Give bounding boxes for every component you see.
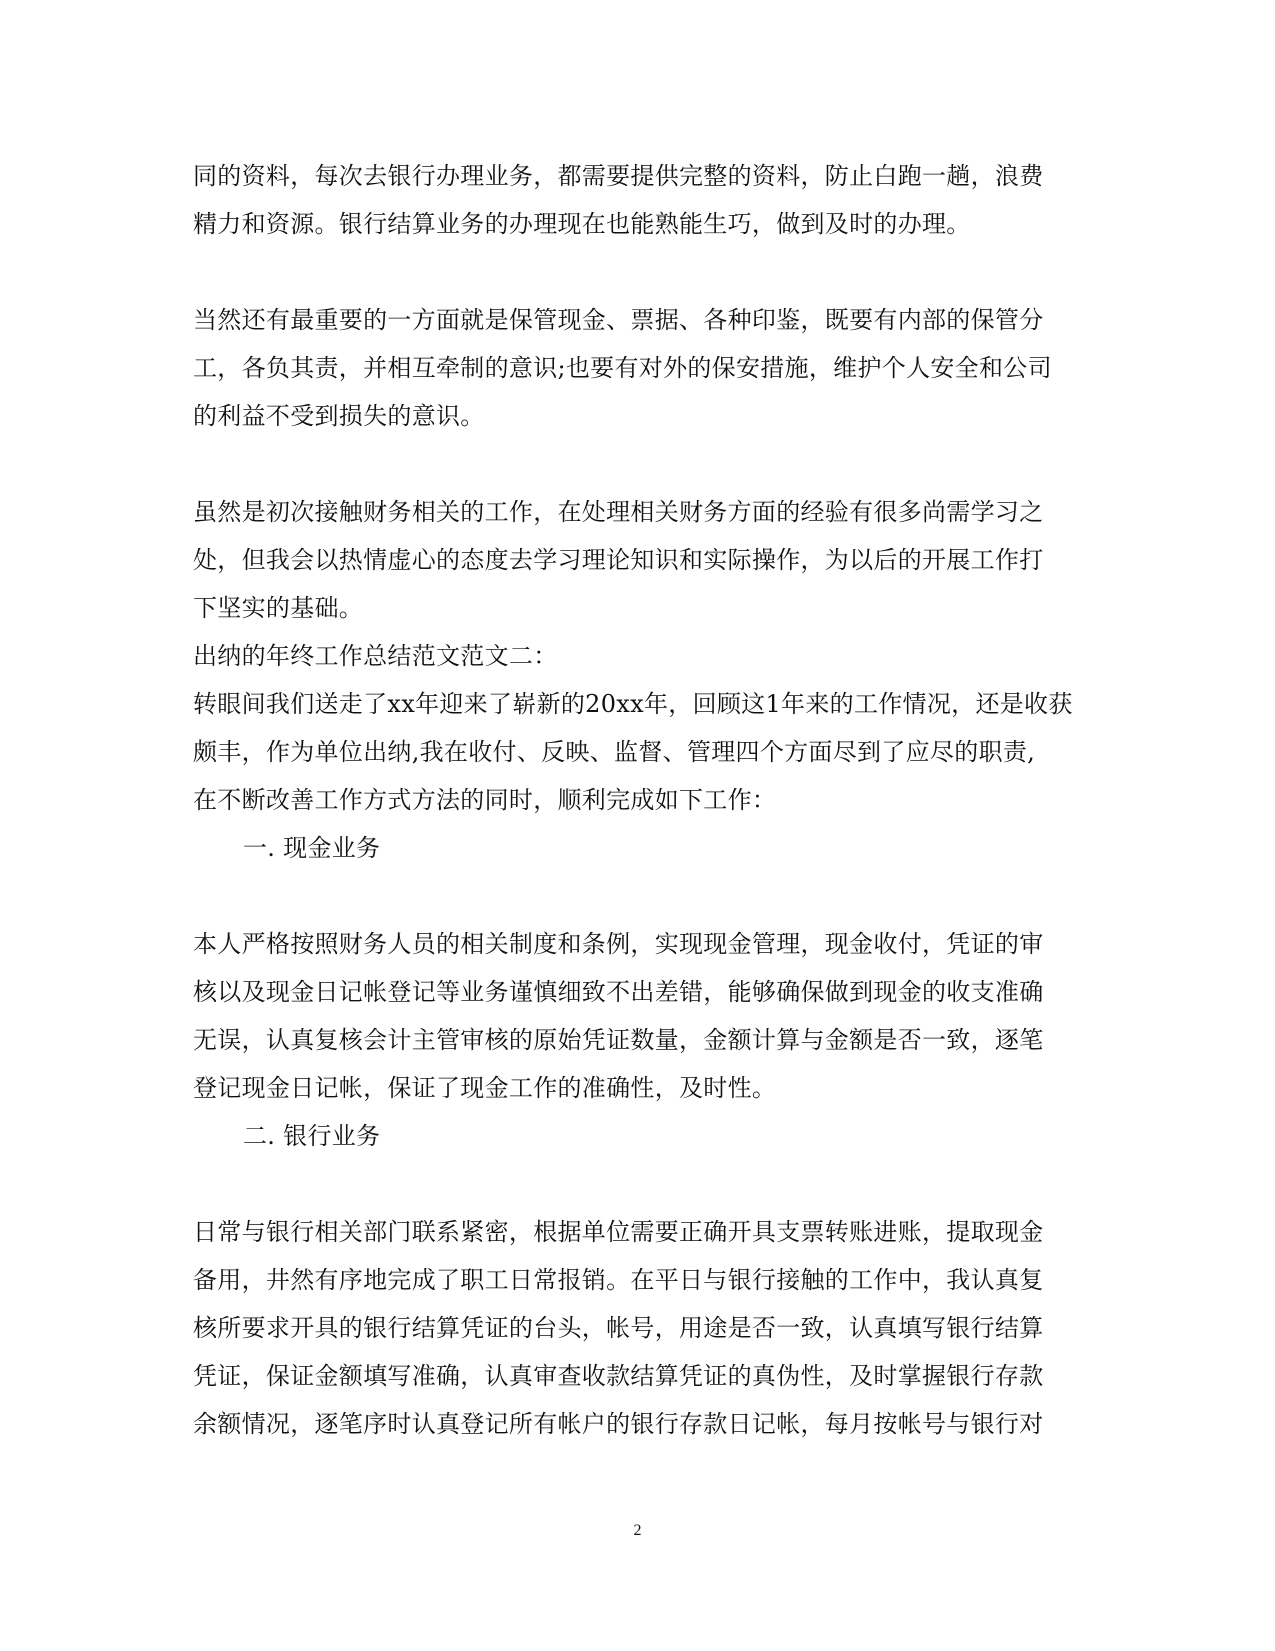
text-line: 登记现金日记帐，保证了现金工作的准确性，及时性。 [193, 1074, 777, 1102]
paragraph-gap [193, 1160, 1083, 1208]
paragraph-gap [193, 440, 1083, 488]
document-body [193, 152, 1083, 1448]
subsection-heading: 二. 银行业务 [243, 1122, 381, 1150]
text-line: 同的资料，每次去银行办理业务，都需要提供完整的资料，防止白跑一趟，浪费 [193, 162, 1044, 190]
text-line: 精力和资源。银行结算业务的办理现在也能熟能生巧，做到及时的办理。 [193, 210, 971, 238]
subsection-heading: 一. 现金业务 [243, 834, 381, 862]
text-line: 核以及现金日记帐登记等业务谨慎细致不出差错，能够确保做到现金的收支准确 [193, 978, 1044, 1006]
text-line: 处，但我会以热情虚心的态度去学习理论知识和实际操作，为以后的开展工作打 [193, 546, 1044, 574]
text-line: 的利益不受到损失的意识。 [193, 402, 485, 430]
text-line: 在不断改善工作方式方法的同时，顺利完成如下工作： [193, 786, 777, 814]
text-line: 虽然是初次接触财务相关的工作，在处理相关财务方面的经验有很多尚需学习之 [193, 498, 1044, 526]
text-line: 本人严格按照财务人员的相关制度和条例，实现现金管理，现金收付，凭证的审 [193, 930, 1044, 958]
paragraph-gap [193, 248, 1083, 296]
text-line: 余额情况，逐笔序时认真登记所有帐户的银行存款日记帐，每月按帐号与银行对 [193, 1410, 1044, 1438]
text-line: 凭证，保证金额填写准确，认真审查收款结算凭证的真伪性，及时掌握银行存款 [193, 1362, 1044, 1390]
text-line: 备用，井然有序地完成了职工日常报销。在平日与银行接触的工作中，我认真复 [193, 1266, 1044, 1294]
text-line: 转眼间我们送走了xx年迎来了崭新的20xx年，回顾这1年来的工作情况，还是收获 [193, 690, 1073, 718]
text-line: 下坚实的基础。 [193, 594, 364, 622]
text-line: 无误，认真复核会计主管审核的原始凭证数量，金额计算与金额是否一致，逐笔 [193, 1026, 1044, 1054]
text-line: 工，各负其责，并相互牵制的意识;也要有对外的保安措施，维护个人安全和公司 [193, 354, 1052, 382]
page-number: 2 [633, 1522, 642, 1539]
text-line: 核所要求开具的银行结算凭证的台头，帐号，用途是否一致，认真填写银行结算 [193, 1314, 1044, 1342]
section-heading: 出纳的年终工作总结范文范文二： [193, 642, 558, 670]
text-line: 颇丰，作为单位出纳,我在收付、反映、监督、管理四个方面尽到了应尽的职责, [193, 738, 1036, 766]
text-line: 当然还有最重要的一方面就是保管现金、票据、各种印鉴，既要有内部的保管分 [193, 306, 1044, 334]
text-line: 日常与银行相关部门联系紧密，根据单位需要正确开具支票转账进账，提取现金 [193, 1218, 1044, 1246]
paragraph-gap [193, 872, 1083, 920]
